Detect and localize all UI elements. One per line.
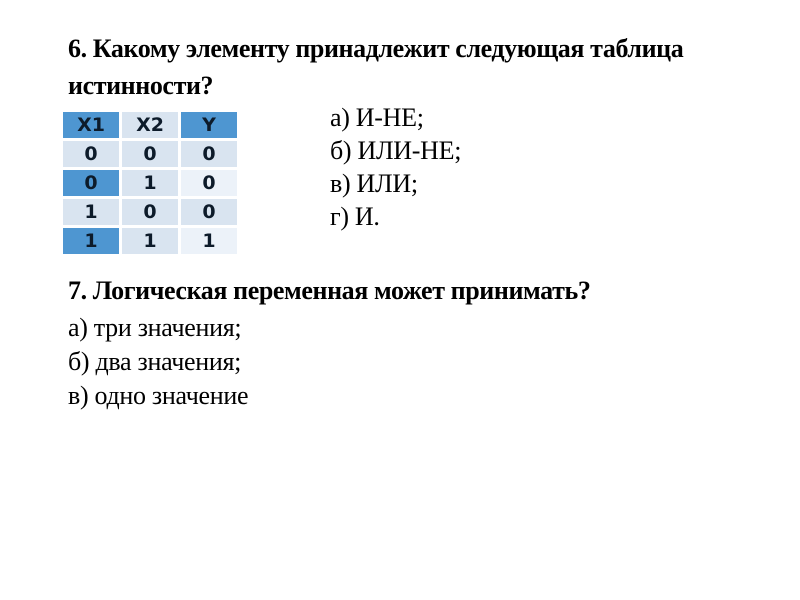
- question7-option-v: в) одно значение: [68, 381, 249, 410]
- table-cell: 0: [122, 141, 178, 167]
- truth-table-header-x1: X1: [63, 112, 119, 138]
- table-cell: 0: [181, 199, 237, 225]
- table-row: [63, 228, 237, 254]
- truth-table-header-x2: X2: [122, 112, 178, 138]
- question6-title-line2: истинности?: [68, 71, 214, 100]
- question6-option-b: б) ИЛИ-НЕ;: [330, 136, 462, 165]
- table-row: [63, 199, 237, 225]
- question7-option-b: б) два значения;: [68, 347, 242, 376]
- question6-option-g: г) И.: [330, 202, 380, 231]
- question6-option-v: в) ИЛИ;: [330, 169, 418, 198]
- table-cell: 0: [63, 141, 119, 167]
- truth-table-header-y: Y: [181, 112, 237, 138]
- table-cell: 0: [122, 199, 178, 225]
- question7-options: [68, 311, 248, 413]
- question7-option-a: а) три значения;: [68, 313, 242, 342]
- table-cell: 1: [122, 228, 178, 254]
- table-cell: 0: [181, 170, 237, 196]
- table-row: [63, 170, 237, 196]
- truth-table: [60, 109, 240, 257]
- table-cell: 0: [63, 170, 119, 196]
- question6-title-line1: 6. Какому элементу принадлежит следующая таблица: [68, 34, 684, 63]
- table-cell: 1: [122, 170, 178, 196]
- table-cell: 0: [181, 141, 237, 167]
- table-cell: 1: [63, 199, 119, 225]
- table-cell: 1: [181, 228, 237, 254]
- question6-options: [330, 101, 461, 233]
- question6-option-a: а) И-НЕ;: [330, 103, 424, 132]
- question7-title: 7. Логическая переменная может принимать?: [68, 276, 591, 305]
- question6-title: [68, 30, 683, 104]
- truth-table-header-row: [63, 112, 237, 138]
- table-row: [63, 141, 237, 167]
- table-cell: 1: [63, 228, 119, 254]
